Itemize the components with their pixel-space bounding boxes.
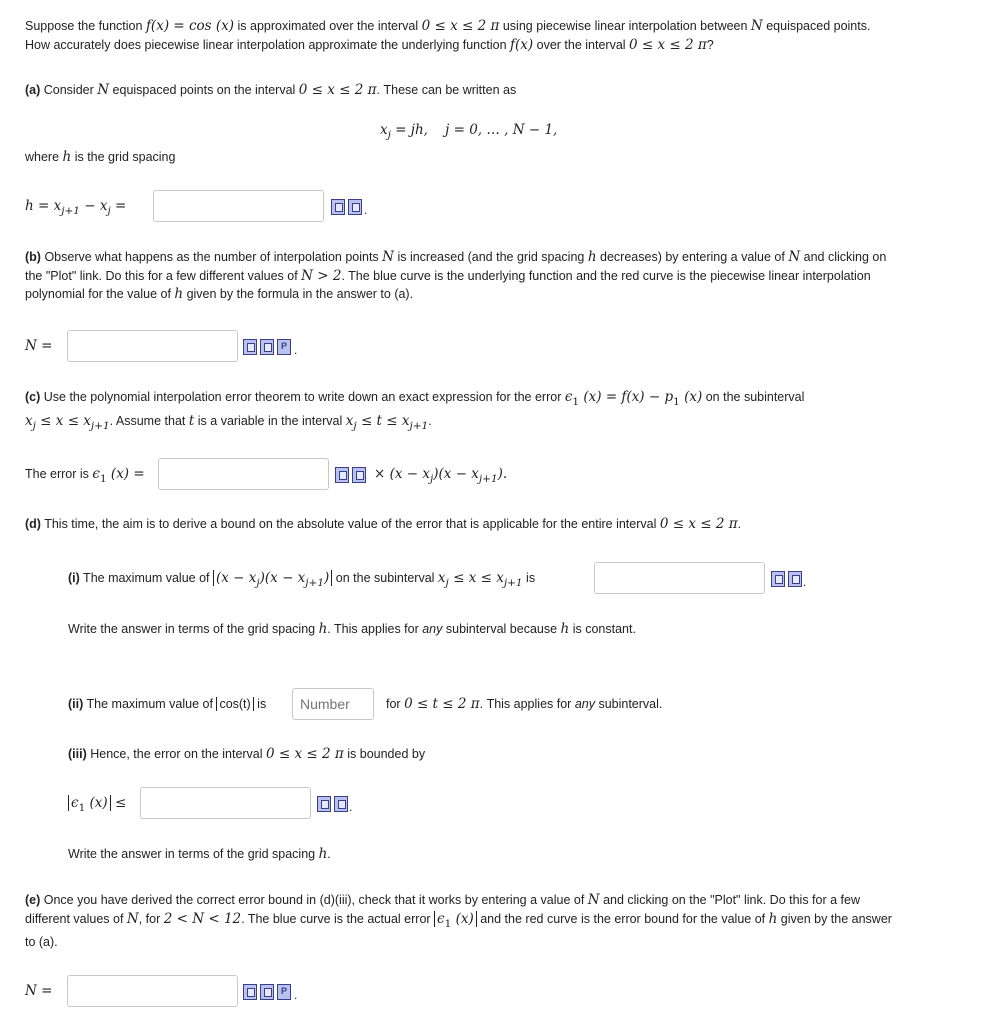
part-a-prompt: (a) Consider N equispaced points on the interval 0 ≤ x ≤ 2 π. These can be written as bbox=[25, 82, 517, 98]
n-input-e[interactable] bbox=[67, 975, 238, 1007]
error-bound-label: $\epsilon_1$ (x) ≤ bbox=[68, 794, 126, 817]
equation-editor-icon[interactable] bbox=[334, 796, 348, 812]
equation-editor-icon[interactable] bbox=[260, 339, 274, 355]
part-d-iii-note: Write the answer in terms of the grid spacing h. bbox=[68, 846, 331, 862]
grid-points-equation: $x_j$ = jh, j = 0, … , N − 1, bbox=[380, 122, 558, 141]
h-answer-input[interactable] bbox=[153, 190, 324, 222]
equation-preview-icon[interactable] bbox=[331, 199, 345, 215]
part-b-prompt: (b) Observe what happens as the number of interpolation points N is increased (and the grid spacing h decreases) by entering a value of N and clicking on the "Plot" link. Do this for a few different values of N > 2. The blue curve is the underlying function and the red curve is the piecewise linear interpolation polynomial for the value of h given by the formula in the answer to (a). bbox=[25, 249, 887, 302]
error-bound-input[interactable] bbox=[140, 787, 311, 819]
equation-preview-icon[interactable] bbox=[771, 571, 785, 587]
n-input-b[interactable] bbox=[67, 330, 238, 362]
plot-link-icon[interactable] bbox=[277, 339, 291, 355]
part-d-ii-prompt: (ii) The maximum value of cos(t) is bbox=[68, 697, 267, 711]
h-equation-label: $h = x_{j+1} - x_j$ = bbox=[25, 198, 127, 217]
grid-spacing-note: where h is the grid spacing bbox=[25, 149, 176, 165]
equation-editor-icon[interactable] bbox=[788, 571, 802, 587]
equation-preview-icon[interactable] bbox=[317, 796, 331, 812]
part-d-iii-prompt: (iii) Hence, the error on the interval 0 ≤ x ≤ 2 π is bounded by bbox=[68, 746, 426, 762]
equation-editor-icon[interactable] bbox=[260, 984, 274, 1000]
part-d-i-note: Write the answer in terms of the grid spacing h. This applies for any subinterval because h is constant. bbox=[68, 621, 636, 637]
part-d-ii-suffix: for 0 ≤ t ≤ 2 π. This applies for any subinterval. bbox=[386, 696, 663, 712]
plot-link-icon[interactable] bbox=[277, 984, 291, 1000]
equation-editor-icon[interactable] bbox=[352, 467, 366, 483]
error-expression-input[interactable] bbox=[158, 458, 329, 490]
n-label-b: N = bbox=[25, 338, 53, 354]
n-label-e: N = bbox=[25, 983, 53, 999]
equation-preview-icon[interactable] bbox=[243, 339, 257, 355]
equation-preview-icon[interactable] bbox=[335, 467, 349, 483]
part-c-prompt: (c) Use the polynomial interpolation error theorem to write down an exact expression for the error $\epsilon_1$ $(x) = f(x) - p_1$ (x) on the subinterval $x_j \le x \le x_{j+1}$. Assume that t is a variable in the interval $x_j \le t \le x_{j+1}$. bbox=[25, 389, 805, 432]
error-label: The error is $\epsilon_1$ (x) = bbox=[25, 466, 145, 485]
equation-editor-icon[interactable] bbox=[348, 199, 362, 215]
intro-text: Suppose the function f(x) = cos (x) is approximated over the interval 0 ≤ x ≤ 2 π using piecewise linear interpolation between N equispaced points. How accurately does piecewise linear interpolation approximate the underlying function f(x) over the interval 0 ≤ x ≤ 2 π? bbox=[25, 18, 871, 53]
part-d-i-prompt: (i) The maximum value of $(x - x_j)(x - x_{j+1})$ on the subinterval $x_j \le x \le x_{j+1}$ is bbox=[68, 570, 536, 589]
equation-preview-icon[interactable] bbox=[243, 984, 257, 1000]
part-e-prompt: (e) Once you have derived the correct error bound in (d)(iii), check that it works by entering a value of N and clicking on the "Plot" link. Do this for a few different values of N, for 2 < N < 12. The blue curve is the actual error $\epsilon_1$ (x) and the red curve is the error bound for the value of h given by the answer to (a). bbox=[25, 892, 892, 949]
max-product-input[interactable] bbox=[594, 562, 765, 594]
error-product-term: × $(x - x_j)(x - x_{j+1})$. bbox=[374, 466, 508, 485]
part-d-prompt: (d) This time, the aim is to derive a bound on the absolute value of the error that is applicable for the entire interval 0 ≤ x ≤ 2 π. bbox=[25, 516, 742, 532]
max-cos-input[interactable] bbox=[292, 688, 374, 720]
